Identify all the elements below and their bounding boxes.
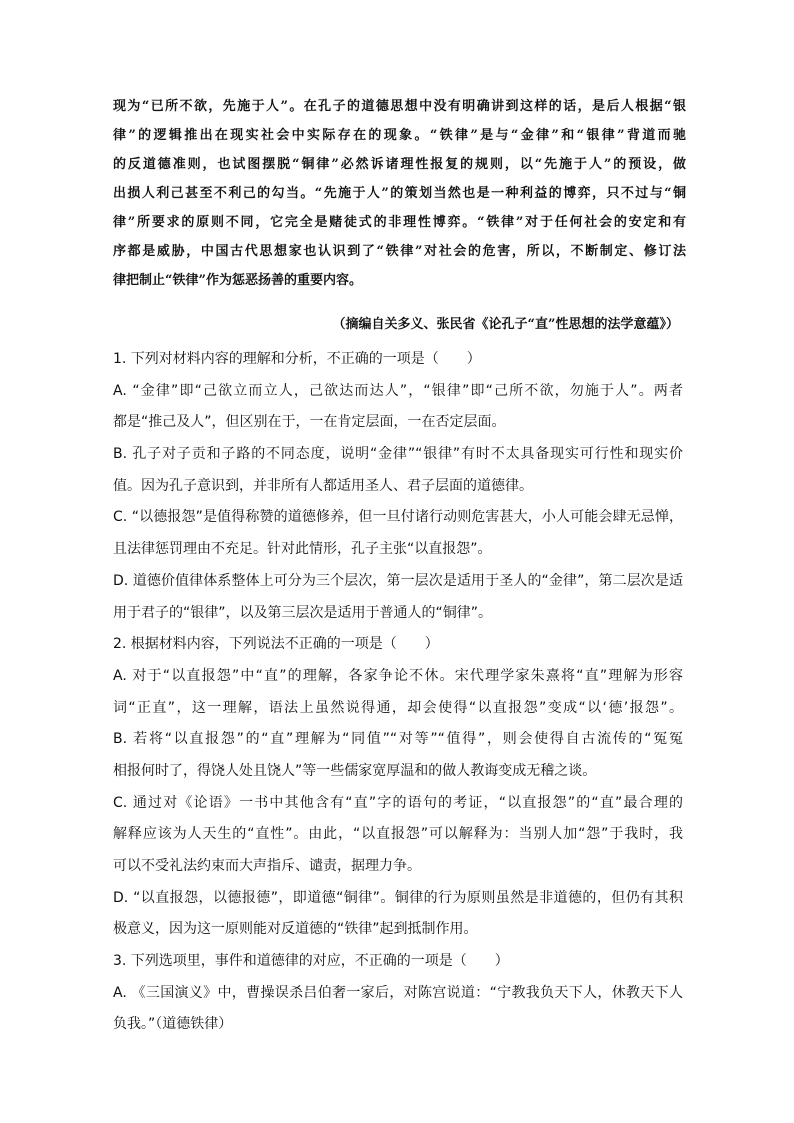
option-line: C. “以德报怨”是值得称赞的道德修养，但一旦付诸行动则危害甚大，小人可能会肆无忌惮， <box>113 509 683 526</box>
passage-line: 律”的逻辑推出在现实社会中实际存在的现象。“铁律”是与“金律”和“银律”背道而驰 <box>113 128 686 143</box>
passage-line: 现为“已所不欲，先施于人”。在孔子的道德思想中没有明确讲到这样的话，是后人根据“银 <box>113 99 686 114</box>
option-line: 相报何时了，得饶人处且饶人”等一些儒家宽厚温和的做人教诲变成无稽之谈。 <box>113 762 597 779</box>
option-line: A. 《三国演义》中，曹操误杀吕伯奢一家后，对陈宫说道：“宁教我负天下人，休教天下人 <box>113 984 683 1001</box>
question-stem: 3. 下列选项里，事件和道德律的对应，不正确的一项是（ ） <box>113 953 509 970</box>
option-line: 极意义，因为这一原则能对反道德的“铁律”起到抵制作用。 <box>113 921 478 938</box>
option-line: 可以不受礼法约束而大声指斥、谴责，据理力争。 <box>113 858 421 874</box>
option-line: D. 道德价值律体系整体上可分为三个层次，第一层次是适用于圣人的“金律”，第二层次是适 <box>113 572 683 589</box>
option-line: B. 若将“以直报怨”的“直”理解为“同值”“对等”“值得”，则会使得自古流传的“冤冤 <box>113 731 683 748</box>
question-section <box>113 344 683 1041</box>
passage-line: 的反道德准则，也试图摆脱“铜律”必然诉诸理性报复的规则，以“先施于人”的预设，做 <box>113 157 686 172</box>
passage-line: 律”所要求的原则不同，它完全是赌徒式的非理性博弈。“铁律”对于任何社会的安定和有 <box>113 215 686 230</box>
option-line: 词“正直”，这一理解，语法上虽然说得通，却会使得“以直报怨”变成“以‘德’报怨”。 <box>113 699 683 716</box>
passage-text <box>113 92 686 295</box>
question-stem: 2. 根据材料内容，下列说法不正确的一项是（ ） <box>113 636 439 653</box>
option-line: 负我。”（道德铁律） <box>113 1016 233 1033</box>
option-line: 用于君子的“银律”，以及第三层次是适用于普通人的“铜律”。 <box>113 604 493 621</box>
option-line: 都是“推己及人”，但区别在于，一在肯定层面，一在否定层面。 <box>113 414 506 431</box>
option-line: B. 孔子对子贡和子路的不同态度，说明“金律”“银律”有时不太具备现实可行性和现实价 <box>113 446 683 463</box>
option-line: C. 通过对《论语》一书中其他含有“直”字的语句的考证，“以直报怨”的“直”最合理的 <box>113 794 683 811</box>
option-line: 解释应该为人天生的“直性”。由此，“以直报怨”可以解释为：当别人加“怨”于我时，我 <box>113 826 683 843</box>
passage-line: 出损人利己甚至不利己的勾当。“先施于人”的策划当然也是一种利益的博弈，只不过与“铜 <box>113 186 686 201</box>
question-stem: 1. 下列对材料内容的理解和分析，不正确的一项是（ ） <box>113 351 481 367</box>
option-line: 且法律惩罚理由不充足。针对此情形，孔子主张“以直报怨”。 <box>113 541 492 558</box>
option-line: 值。因为孔子意识到，并非所有人都适用圣人、君子层面的道德律。 <box>113 477 533 494</box>
option-line: D. “以直报怨，以德报德”，即道德“铜律”。铜律的行为原则虽然是非道德的，但仍有其积 <box>113 889 683 906</box>
passage-line: 律把制止“铁律”作为惩恶扬善的重要内容。 <box>113 273 362 288</box>
passage-source: （摘编自关多义、张民省《论孔子“直”性思想的法学意蕴》） <box>332 317 679 332</box>
option-line: A. “金律”即“己欲立而立人，己欲达而达人”，“银律”即“己所不欲，勿施于人”。两者 <box>113 382 683 399</box>
passage-line: 序都是威胁，中国古代思想家也认识到了“铁律”对社会的危害，所以，不断制定、修订法 <box>113 244 686 259</box>
option-line: A. 对于“以直报怨”中“直”的理解，各家争论不休。宋代理学家朱熹将“直”理解为形容 <box>113 667 683 684</box>
